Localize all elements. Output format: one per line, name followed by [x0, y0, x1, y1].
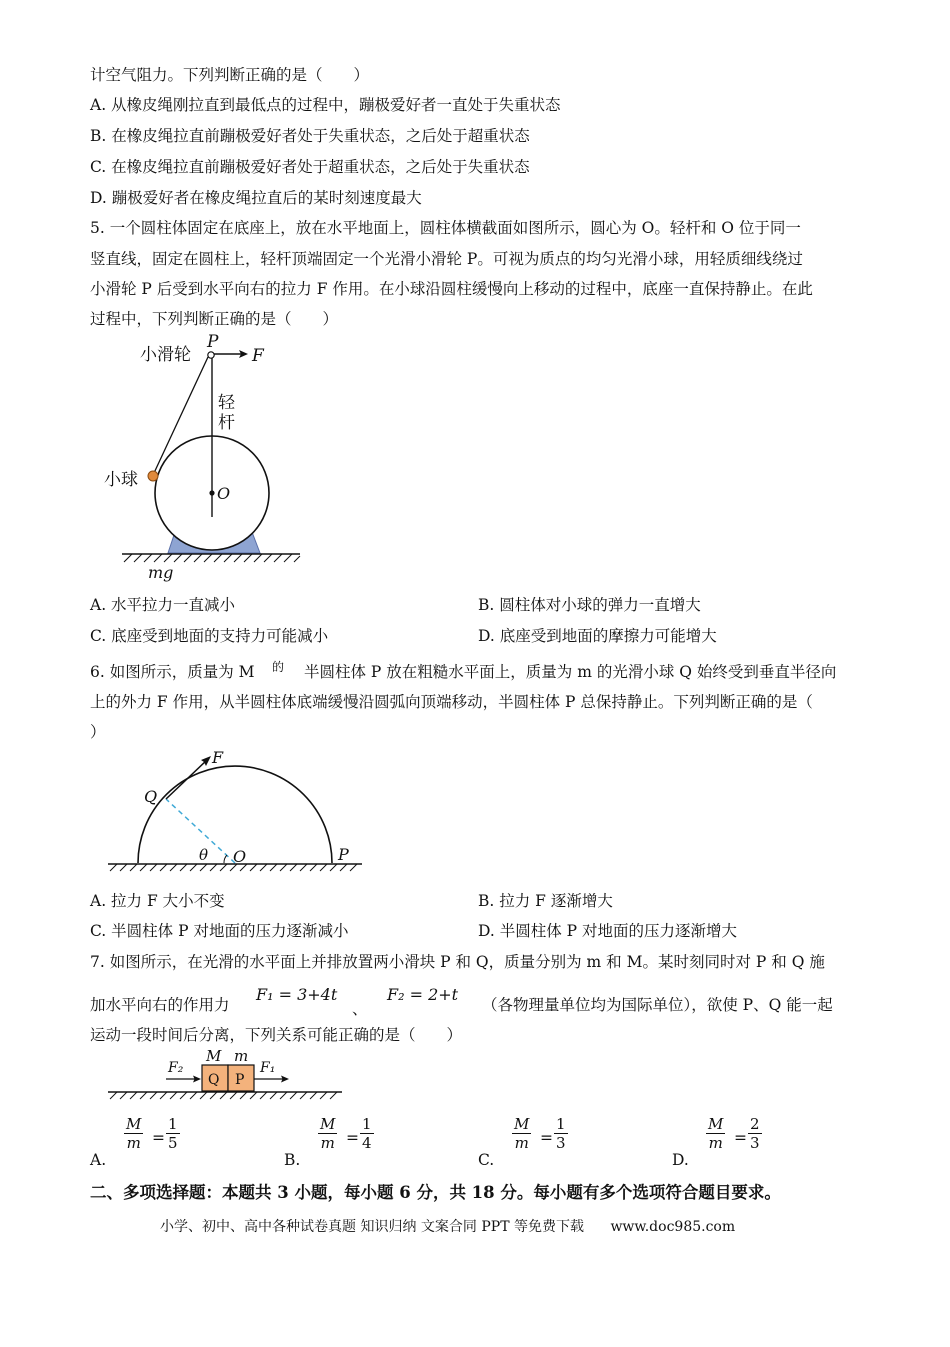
q6-stem-line-1c: 半圆柱体 P 放在粗糙水平面上，质量为 m 的光滑小球 Q 始终受到垂直半径向: [304, 663, 837, 681]
angle-arc: [224, 855, 227, 863]
q7-option-a-eq: =: [152, 1129, 165, 1147]
label-rod-1: 轻: [218, 393, 235, 413]
label-mg: mg: [148, 563, 174, 582]
q7-option-a-frac-left: [124, 1115, 143, 1152]
q7-option-d-frac-right: [748, 1115, 762, 1152]
label-o: O: [233, 847, 247, 866]
q7-option-b-letter: B.: [284, 1151, 301, 1169]
frac-denominator: 4: [362, 1134, 372, 1152]
q7-option-d-frac-left: [706, 1115, 725, 1152]
q5-stem-line-4: 过程中，下列判断正确的是（ ）: [90, 310, 339, 328]
q7-stem-line-3: 运动一段时间后分离，下列关系可能正确的是（ ）: [90, 1026, 463, 1044]
label-pulley: 小滑轮: [140, 345, 191, 365]
label-big-m: M: [206, 1047, 222, 1065]
q7-option-d-letter: D.: [672, 1151, 689, 1169]
frac-numerator: 1: [362, 1115, 372, 1133]
small-ball: [148, 471, 158, 481]
label-p: P: [235, 1072, 245, 1088]
q5-option-d: D. 底座受到地面的摩擦力可能增大: [478, 627, 717, 645]
q4-option-d: D. 蹦极爱好者在橡皮绳拉直后的某时刻速度最大: [90, 189, 422, 207]
label-f2: F₂: [168, 1060, 184, 1076]
q7-option-c-eq: =: [540, 1129, 553, 1147]
label-q: Q: [208, 1072, 220, 1088]
q7-option-a-letter: A.: [90, 1151, 107, 1169]
q7-option-b-eq: =: [346, 1129, 359, 1147]
q4-stem-tail: 计空气阻力。下列判断正确的是（ ）: [90, 66, 370, 84]
label-f: F: [212, 748, 224, 767]
q7-option-a-frac-right: [166, 1115, 180, 1152]
frac-numerator: M: [514, 1115, 530, 1133]
q5-stem-line-1: 5. 一个圆柱体固定在底座上，放在水平地面上，圆柱体横截面如图所示，圆心为 O。轻杆和 O 位于同一: [90, 219, 801, 237]
q7-option-b-frac-left: [318, 1115, 337, 1152]
frac-denominator: m: [320, 1134, 335, 1152]
q4-option-a: A. 从橡皮绳刚拉直到最低点的过程中，蹦极爱好者一直处于失重状态: [90, 96, 561, 114]
q6-stem-line-1b: 的: [272, 660, 285, 674]
label-small-m: m: [234, 1047, 249, 1065]
q7-stem-line-2a: 加水平向右的作用力: [90, 996, 230, 1014]
q7-option-d-eq: =: [734, 1129, 747, 1147]
label-theta: θ: [199, 846, 209, 864]
q5-option-b: B. 圆柱体对小球的弹力一直增大: [478, 596, 701, 614]
label-ball: 小球: [104, 470, 138, 490]
q7-option-c-letter: C.: [478, 1151, 495, 1169]
page-footer: [160, 1216, 735, 1236]
ground-hatch: [124, 554, 300, 562]
force-arrow-f: [166, 759, 208, 799]
frac-denominator: m: [708, 1134, 723, 1152]
q6-option-c: C. 半圆柱体 P 对地面的压力逐渐减小: [90, 922, 349, 940]
q4-option-b: B. 在橡皮绳拉直前蹦极爱好者处于失重状态，之后处于超重状态: [90, 127, 530, 145]
q7-option-b-frac-right: [360, 1115, 374, 1152]
ground-hatch: [110, 1092, 337, 1099]
q7-figure: [100, 1046, 350, 1106]
q7-option-c-frac-right: [554, 1115, 568, 1152]
frac-denominator: 3: [556, 1134, 566, 1152]
q6-option-b: B. 拉力 F 逐渐增大: [478, 892, 613, 910]
pulley: [208, 352, 214, 358]
q7-stem-line-1: 7. 如图所示，在光滑的水平面上并排放置两小滑块 P 和 Q，质量分别为 m 和 M。某时刻同时对 P 和 Q 施: [90, 953, 825, 971]
frac-denominator: m: [514, 1134, 529, 1152]
frac-numerator: M: [126, 1115, 142, 1133]
q6-figure: [100, 745, 370, 880]
footer-url[interactable]: www.doc985.com: [610, 1219, 736, 1235]
q5-stem-line-3: 小滑轮 P 后受到水平向右的拉力 F 作用。在小球沿圆柱缓慢向上移动的过程中，底座一直保持静止。在此: [90, 280, 813, 298]
q5-figure: [90, 330, 310, 585]
frac-denominator: 3: [750, 1134, 760, 1152]
q6-stem-line-2: 上的外力 F 作用，从半圆柱体底端缓慢沿圆弧向顶端移动，半圆柱体 P 总保持静止。下列判断正确的是（: [90, 693, 813, 711]
q7-separator: 、: [352, 1000, 368, 1018]
label-p: P: [207, 332, 219, 352]
center-dot: [209, 490, 214, 495]
frac-numerator: M: [708, 1115, 724, 1133]
frac-numerator: 1: [168, 1115, 178, 1133]
q6-option-d: D. 半圆柱体 P 对地面的压力逐渐增大: [478, 922, 738, 940]
frac-numerator: M: [320, 1115, 336, 1133]
footer-text: 小学、初中、高中各种试卷真题 知识归纳 文案合同 PPT 等免费下载: [160, 1219, 584, 1235]
label-rod-2: 杆: [218, 413, 235, 433]
q7-option-c-frac-left: [512, 1115, 531, 1152]
label-p: P: [338, 845, 349, 864]
q7-formula-f1: F₁ = 3+4t: [256, 985, 338, 1004]
label-f1: F₁: [260, 1060, 276, 1076]
q6-stem-line-1a: 6. 如图所示，质量为 M: [90, 663, 255, 681]
frac-denominator: 5: [168, 1134, 178, 1152]
section-heading-multiple-choice: 二、多项选择题：本题共 3 小题，每小题 6 分，共 18 分。每小题有多个选项符合题目要求。: [90, 1183, 781, 1202]
label-q: Q: [144, 787, 158, 806]
frac-denominator: m: [126, 1134, 141, 1152]
frac-numerator: 1: [556, 1115, 566, 1133]
q6-stem-line-3: ）: [90, 723, 106, 741]
q5-option-c: C. 底座受到地面的支持力可能减小: [90, 627, 329, 645]
q7-stem-line-2b: （各物理量单位均为国际单位），欲使 P、Q 能一起: [482, 996, 833, 1014]
q6-option-a: A. 拉力 F 大小不变: [90, 892, 225, 910]
frac-numerator: 2: [750, 1115, 760, 1133]
q7-formula-f2: F₂ = 2+t: [387, 985, 459, 1004]
q5-option-a: A. 水平拉力一直减小: [90, 596, 236, 614]
label-f: F: [252, 346, 264, 366]
q4-option-c: C. 在橡皮绳拉直前蹦极爱好者处于超重状态，之后处于失重状态: [90, 158, 530, 176]
q5-stem-line-2: 竖直线，固定在圆柱上，轻杆顶端固定一个光滑小滑轮 P。可视为质点的均匀光滑小球，用轻质细线绕过: [90, 250, 803, 268]
label-o: O: [217, 484, 231, 503]
